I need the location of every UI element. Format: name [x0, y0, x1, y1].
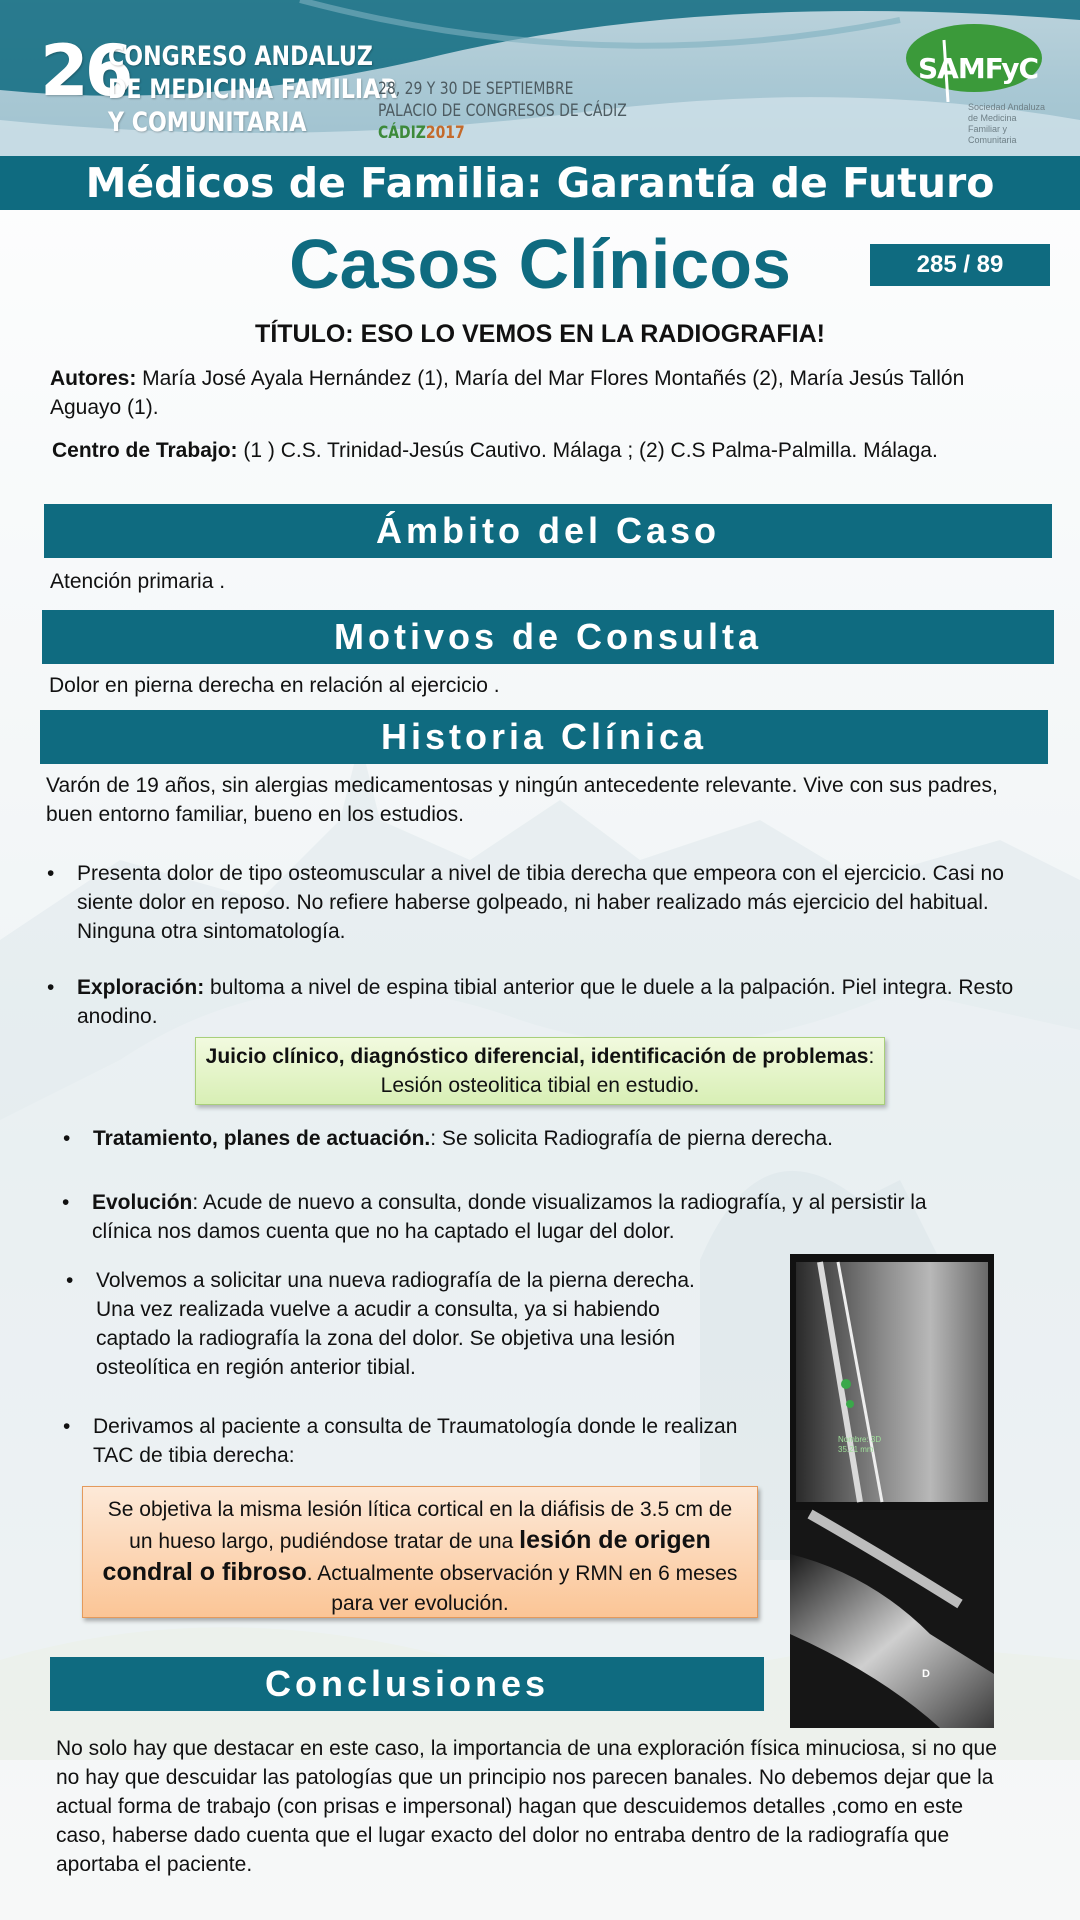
congress-city-year — [378, 122, 627, 144]
historia-bullet-nueva-radiografia: • Volvemos a solicitar una nueva radiografía de la pierna derecha. Una vez realizada vuelve a acudir a consulta, ya si habiendo captado la radiografía la zona del dolor. Se objetiva una lesión osteolítica en región anterior tibial. — [96, 1266, 721, 1382]
xray-image-panel — [790, 1254, 994, 1728]
tratamiento-label: Tratamiento, planes de actuación. — [93, 1127, 431, 1150]
xray-lesion-marker — [841, 1379, 851, 1389]
juicio-clinico-box — [195, 1037, 885, 1105]
conclusiones-text: No solo hay que destacar en este caso, la importancia de una exploración física minuciosa, si no que no hay que descuidar las patologías que un principio nos parecen banales. No debemos dejar que la actual forma de trabajo (con prisas e impersonal) hagan que descuidemos detalles ,como en este caso, haberse dado cuenta que el lugar exacto del dolor no entraba dentro de la radiografía que aportaba el paciente. — [56, 1737, 997, 1876]
historia-bullet-dolor: • Presenta dolor de tipo osteomuscular a nivel de tibia derecha que empeora con el ejercicio. Casi no siente dolor en reposo. No refiere haberse golpeado, ni haber realizado más ejercicio del habitual. Ninguna otra sintomatología. — [77, 859, 1037, 946]
exploracion-text: bultoma a nivel de espina tibial anterior que le duele a la palpación. Piel integra. Resto anodino. — [77, 976, 1014, 1028]
authors-label: Autores: — [50, 367, 137, 390]
juicio-label: Juicio clínico, diagnóstico diferencial, identificación de problemas — [205, 1045, 869, 1068]
juicio-text: : Lesión osteolitica tibial en estudio. — [380, 1045, 875, 1097]
congress-dates: 28, 29 Y 30 DE SEPTIEMBRE — [378, 79, 574, 99]
evolucion-label: Evolución — [92, 1191, 193, 1214]
case-title: TÍTULO: ESO LO VEMOS EN LA RADIOGRAFIA! — [255, 320, 825, 348]
evolucion-text: : Acude de nuevo a consulta, donde visualizamos la radiografía, y al persistir la clínica nos damos cuenta que no ha captado el lugar del dolor. — [92, 1191, 927, 1243]
tac-text-part2: . Actualmente observación y RMN en 6 meses para ver evolución. — [306, 1562, 738, 1615]
motivos-text: Dolor en pierna derecha en relación al ejercicio . — [49, 674, 500, 697]
congress-name-line: Y COMUNITARIA — [108, 107, 307, 138]
workplace-paragraph — [52, 436, 1038, 465]
poster-main-title: Casos Clínicos — [289, 225, 791, 303]
congress-city: CÁDIZ — [378, 123, 426, 143]
historia-bullet-evolucion — [92, 1188, 972, 1246]
workplace-text: (1 ) C.S. Trinidad-Jesús Cautivo. Málaga ; (2) C.S Palma-Palmilla. Málaga. — [237, 439, 938, 462]
case-number-badge: 285 / 89 — [870, 244, 1050, 286]
historia-intro: Varón de 19 años, sin alergias medicamentosas y ningún antecedente relevante. Vive con sus padres, buen entorno familiar, bueno en los estudios. — [46, 774, 998, 826]
authors-paragraph — [50, 364, 1036, 422]
tac-text-bold: lesión de origen condral o fibroso — [102, 1526, 711, 1586]
tac-result-box — [82, 1486, 758, 1618]
workplace-label: Centro de Trabajo: — [52, 439, 238, 462]
congress-venue: PALACIO DE CONGRESOS DE CÁDIZ — [378, 101, 627, 121]
samfyc-logo-text: SAMFyC — [918, 52, 1039, 85]
xray-side-marker: D — [922, 1668, 930, 1680]
tratamiento-text: : Se solicita Radiografía de pierna derecha. — [430, 1127, 834, 1150]
xray-images — [790, 1254, 994, 1728]
congress-year: 2017 — [425, 123, 465, 143]
exploracion-label: Exploración: — [77, 976, 205, 999]
congress-header — [0, 0, 1080, 156]
section-heading-ambito: Ámbito del Caso — [44, 504, 1052, 558]
historia-bullet-tratamiento — [93, 1124, 1033, 1153]
section-heading-historia: Historia Clínica — [40, 710, 1048, 764]
historia-bullet-exploracion — [77, 973, 1037, 1031]
ambito-text: Atención primaria . — [50, 570, 226, 593]
congress-number: 26 — [40, 30, 130, 112]
congress-name — [108, 40, 397, 139]
section-heading-conclusiones: Conclusiones — [50, 1657, 764, 1711]
tac-text-part1: Se objetiva la misma lesión lítica cortical en la diáfisis de 3.5 cm de un hueso largo, pudiéndose tratar de una — [107, 1498, 733, 1553]
congress-name-line: CONGRESO ANDALUZ — [108, 41, 373, 72]
authors-text: María José Ayala Hernández (1), María del Mar Flores Montañés (2), María Jesús Tallón Aguayo (1). — [50, 367, 965, 419]
xray-lesion-marker — [846, 1400, 854, 1408]
xray-measurement-label: Nombre: 3D 35.21 mm — [838, 1435, 882, 1454]
slogan-text: Médicos de Familia: Garantía de Futuro — [85, 159, 995, 207]
congress-info — [378, 78, 627, 144]
historia-bullet-tac: • Derivamos al paciente a consulta de Traumatología donde le realizan TAC de tibia derecha: — [93, 1412, 773, 1470]
samfyc-logo-subtitle: Sociedad Andaluza de Medicina Familiar y Comunitaria — [968, 102, 1046, 145]
congress-name-line: DE MEDICINA FAMILIAR — [108, 74, 398, 105]
section-heading-motivos: Motivos de Consulta — [42, 610, 1054, 664]
